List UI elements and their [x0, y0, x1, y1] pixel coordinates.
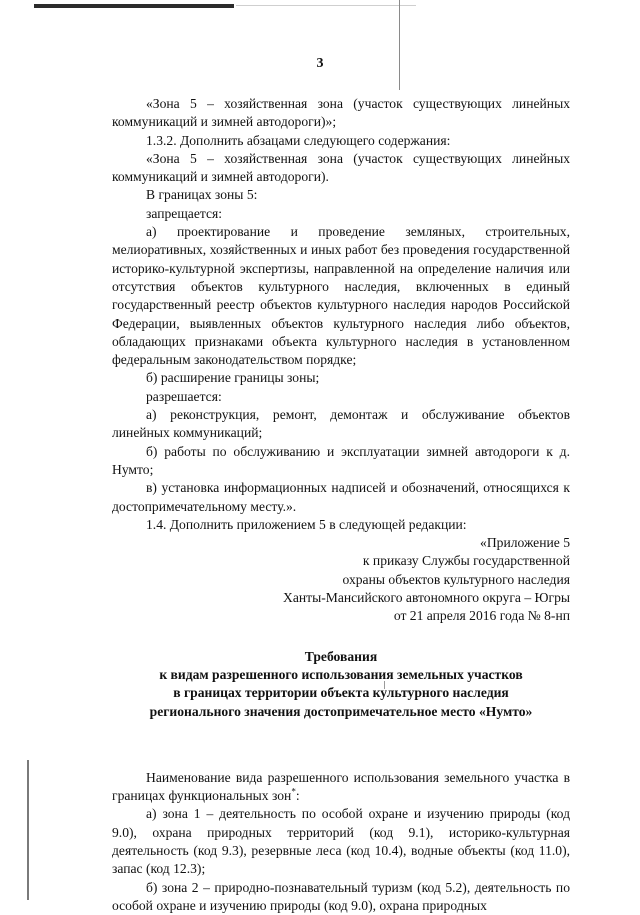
- paragraph-colon: :: [295, 788, 300, 804]
- appendix-line: от 21 апреля 2016 года № 8-нп: [393, 608, 570, 624]
- heading-line: регионального значения достопримечательное место «Нумто»: [149, 703, 533, 719]
- scan-artifact-top-faint: [236, 5, 416, 6]
- footnote-marker: *: [291, 786, 296, 797]
- paragraph: а) реконструкция, ремонт, демонтаж и обслуживание объектов линейных коммуникаций;: [112, 407, 570, 441]
- paragraph: в) установка информационных надписей и обозначений, относящихся к достопримечательному месту.».: [112, 480, 570, 514]
- appendix-line: охраны объектов культурного наследия: [342, 571, 570, 587]
- appendix-block: [112, 534, 570, 625]
- document-body: [112, 95, 570, 915]
- scan-artifact-top: [34, 4, 234, 8]
- paragraph-text: Наименование вида разрешенного использования земельного участка в границах функциональных зон: [112, 769, 570, 804]
- paragraph: запрещается:: [146, 205, 223, 221]
- paragraph: [112, 769, 570, 806]
- paragraph: б) работы по обслуживанию и эксплуатации зимней автодороги к д. Нумто;: [112, 443, 570, 477]
- paragraph: разрешается:: [146, 388, 222, 404]
- paragraph: «Зона 5 – хозяйственная зона (участок существующих линейных коммуникаций и зимней автодороги)»;: [112, 96, 570, 130]
- heading-line: к видам разрешенного использования земельных участков: [159, 666, 523, 682]
- paragraph: 1.4. Дополнить приложением 5 в следующей редакции:: [146, 516, 467, 532]
- heading-line: Требования: [304, 648, 378, 664]
- paragraph: б) расширение границы зоны;: [146, 370, 320, 386]
- section-heading: [112, 648, 570, 721]
- page-number: 3: [316, 56, 324, 71]
- scan-artifact-left-edge: [27, 760, 29, 900]
- paragraph: «Зона 5 – хозяйственная зона (участок существующих линейных коммуникаций и зимней автодороги).: [112, 150, 570, 185]
- heading-line: в границах территории объекта культурного наследия: [173, 685, 509, 701]
- appendix-line: Ханты-Мансийского автономного округа – Югры: [283, 590, 570, 606]
- paragraph: 1.3.2. Дополнить абзацами следующего содержания:: [146, 132, 451, 148]
- appendix-line: «Приложение 5: [480, 535, 570, 551]
- paragraph: В границах зоны 5:: [146, 187, 258, 203]
- appendix-line: к приказу Службы государственной: [362, 553, 570, 569]
- paragraph: а) зона 1 – деятельность по особой охране и изучению природы (код 9.0), охрана природных территорий (код 9.1), историко-культурная деятельность (код 9.3), резервные леса (код 10.4), водные объекты (код 11.0), запас (код 12.3);: [112, 806, 570, 877]
- paragraph: а) проектирование и проведение земляных, строительных, мелиоративных, хозяйственных и иных работ без проведения государственной историко-культурной экспертизы, направленной на определение наличия или отсутствия объектов культурного наследия, включенных в единый государственный реестр объектов культурного наследия народов Российской Федерации, выявленных объектов культурного наследия либо объектов, обладающих признаками объекта культурного наследия в установленном федеральным законодательством порядке;: [112, 224, 570, 368]
- scan-artifact-vertical-line: [399, 0, 400, 90]
- paragraph: б) зона 2 – природно-познавательный туризм (код 5.2), деятельность по особой охране и изучению природы (код 9.0), охрана природных: [112, 879, 570, 913]
